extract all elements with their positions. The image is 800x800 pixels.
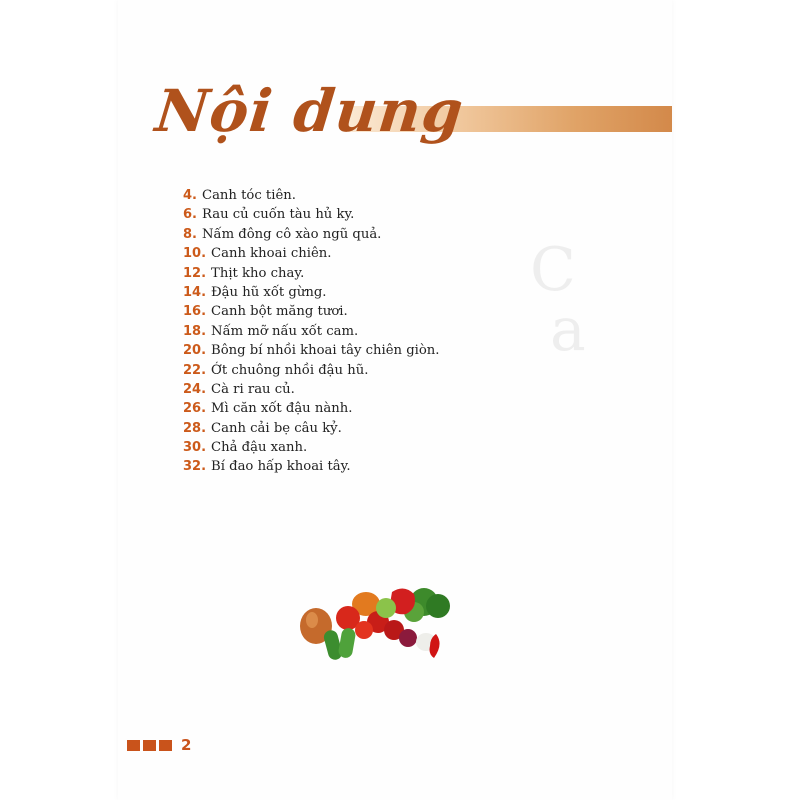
toc-page-number: 18.: [183, 323, 207, 339]
svg-text:C: C: [530, 235, 576, 305]
toc-page-number: 10.: [183, 246, 207, 262]
toc-page-number: 20.: [183, 343, 207, 359]
toc-item: [183, 341, 439, 360]
toc-page-number: 6.: [183, 207, 197, 223]
footer-square-icon: [127, 740, 140, 751]
toc-page-number: 24.: [183, 381, 207, 397]
toc-page-number: 30.: [183, 440, 207, 456]
page-footer: [127, 736, 191, 754]
toc-recipe-title: Nấm đông cô xào ngũ quả.: [201, 226, 382, 242]
toc-recipe-title: Canh cải bẹ câu kỷ.: [211, 420, 342, 436]
footer-square-icon: [143, 740, 156, 751]
vegetables-illustration: [296, 578, 466, 660]
toc-recipe-title: Bí đao hấp khoai tây.: [211, 459, 351, 475]
toc-item: [183, 283, 439, 302]
toc-recipe-title: Bông bí nhồi khoai tây chiên giòn.: [211, 343, 440, 359]
toc-recipe-title: Canh khoai chiên.: [211, 246, 332, 262]
toc-page-number: 14.: [183, 284, 207, 300]
toc-recipe-title: Đậu hũ xốt gừng.: [211, 284, 327, 300]
toc-item: [183, 457, 439, 476]
page-title: Nội dung: [152, 77, 467, 145]
table-of-contents: [183, 186, 439, 477]
toc-item: [183, 438, 439, 457]
toc-recipe-title: Nấm mỡ nấu xốt cam.: [211, 323, 359, 339]
toc-item: [183, 419, 439, 438]
toc-page-number: 32.: [183, 459, 207, 475]
toc-page-number: 26.: [183, 401, 207, 417]
toc-page-number: 28.: [183, 420, 207, 436]
toc-recipe-title: Canh tóc tiên.: [201, 188, 296, 203]
footer-square-icon: [159, 740, 172, 751]
svg-text:a: a: [550, 295, 586, 365]
toc-recipe-title: Chả đậu xanh.: [211, 440, 308, 456]
toc-recipe-title: Canh bột măng tươi.: [211, 304, 348, 320]
toc-item: [183, 186, 439, 205]
toc-item: [183, 302, 439, 321]
toc-page-number: 4.: [183, 188, 197, 203]
toc-page-number: 16.: [183, 304, 207, 320]
toc-item: [183, 322, 439, 341]
toc-item: [183, 264, 439, 283]
toc-item: [183, 205, 439, 224]
toc-recipe-title: Cà ri rau củ.: [211, 381, 295, 397]
toc-recipe-title: Mì căn xốt đậu nành.: [211, 401, 353, 417]
toc-page-number: 8.: [183, 226, 197, 242]
toc-recipe-title: Thịt kho chay.: [211, 265, 305, 281]
toc-recipe-title: Rau củ cuốn tàu hủ ky.: [201, 207, 355, 223]
toc-page-number: 22.: [183, 362, 207, 378]
toc-item: [183, 244, 439, 263]
toc-item: [183, 399, 439, 418]
toc-item: [183, 380, 439, 399]
toc-page-number: 12.: [183, 265, 207, 281]
page-number: 2: [181, 736, 192, 754]
toc-item: [183, 361, 439, 380]
faint-background-watermark: [520, 230, 660, 560]
toc-recipe-title: Ớt chuông nhồi đậu hũ.: [211, 362, 369, 378]
toc-item: [183, 225, 439, 244]
